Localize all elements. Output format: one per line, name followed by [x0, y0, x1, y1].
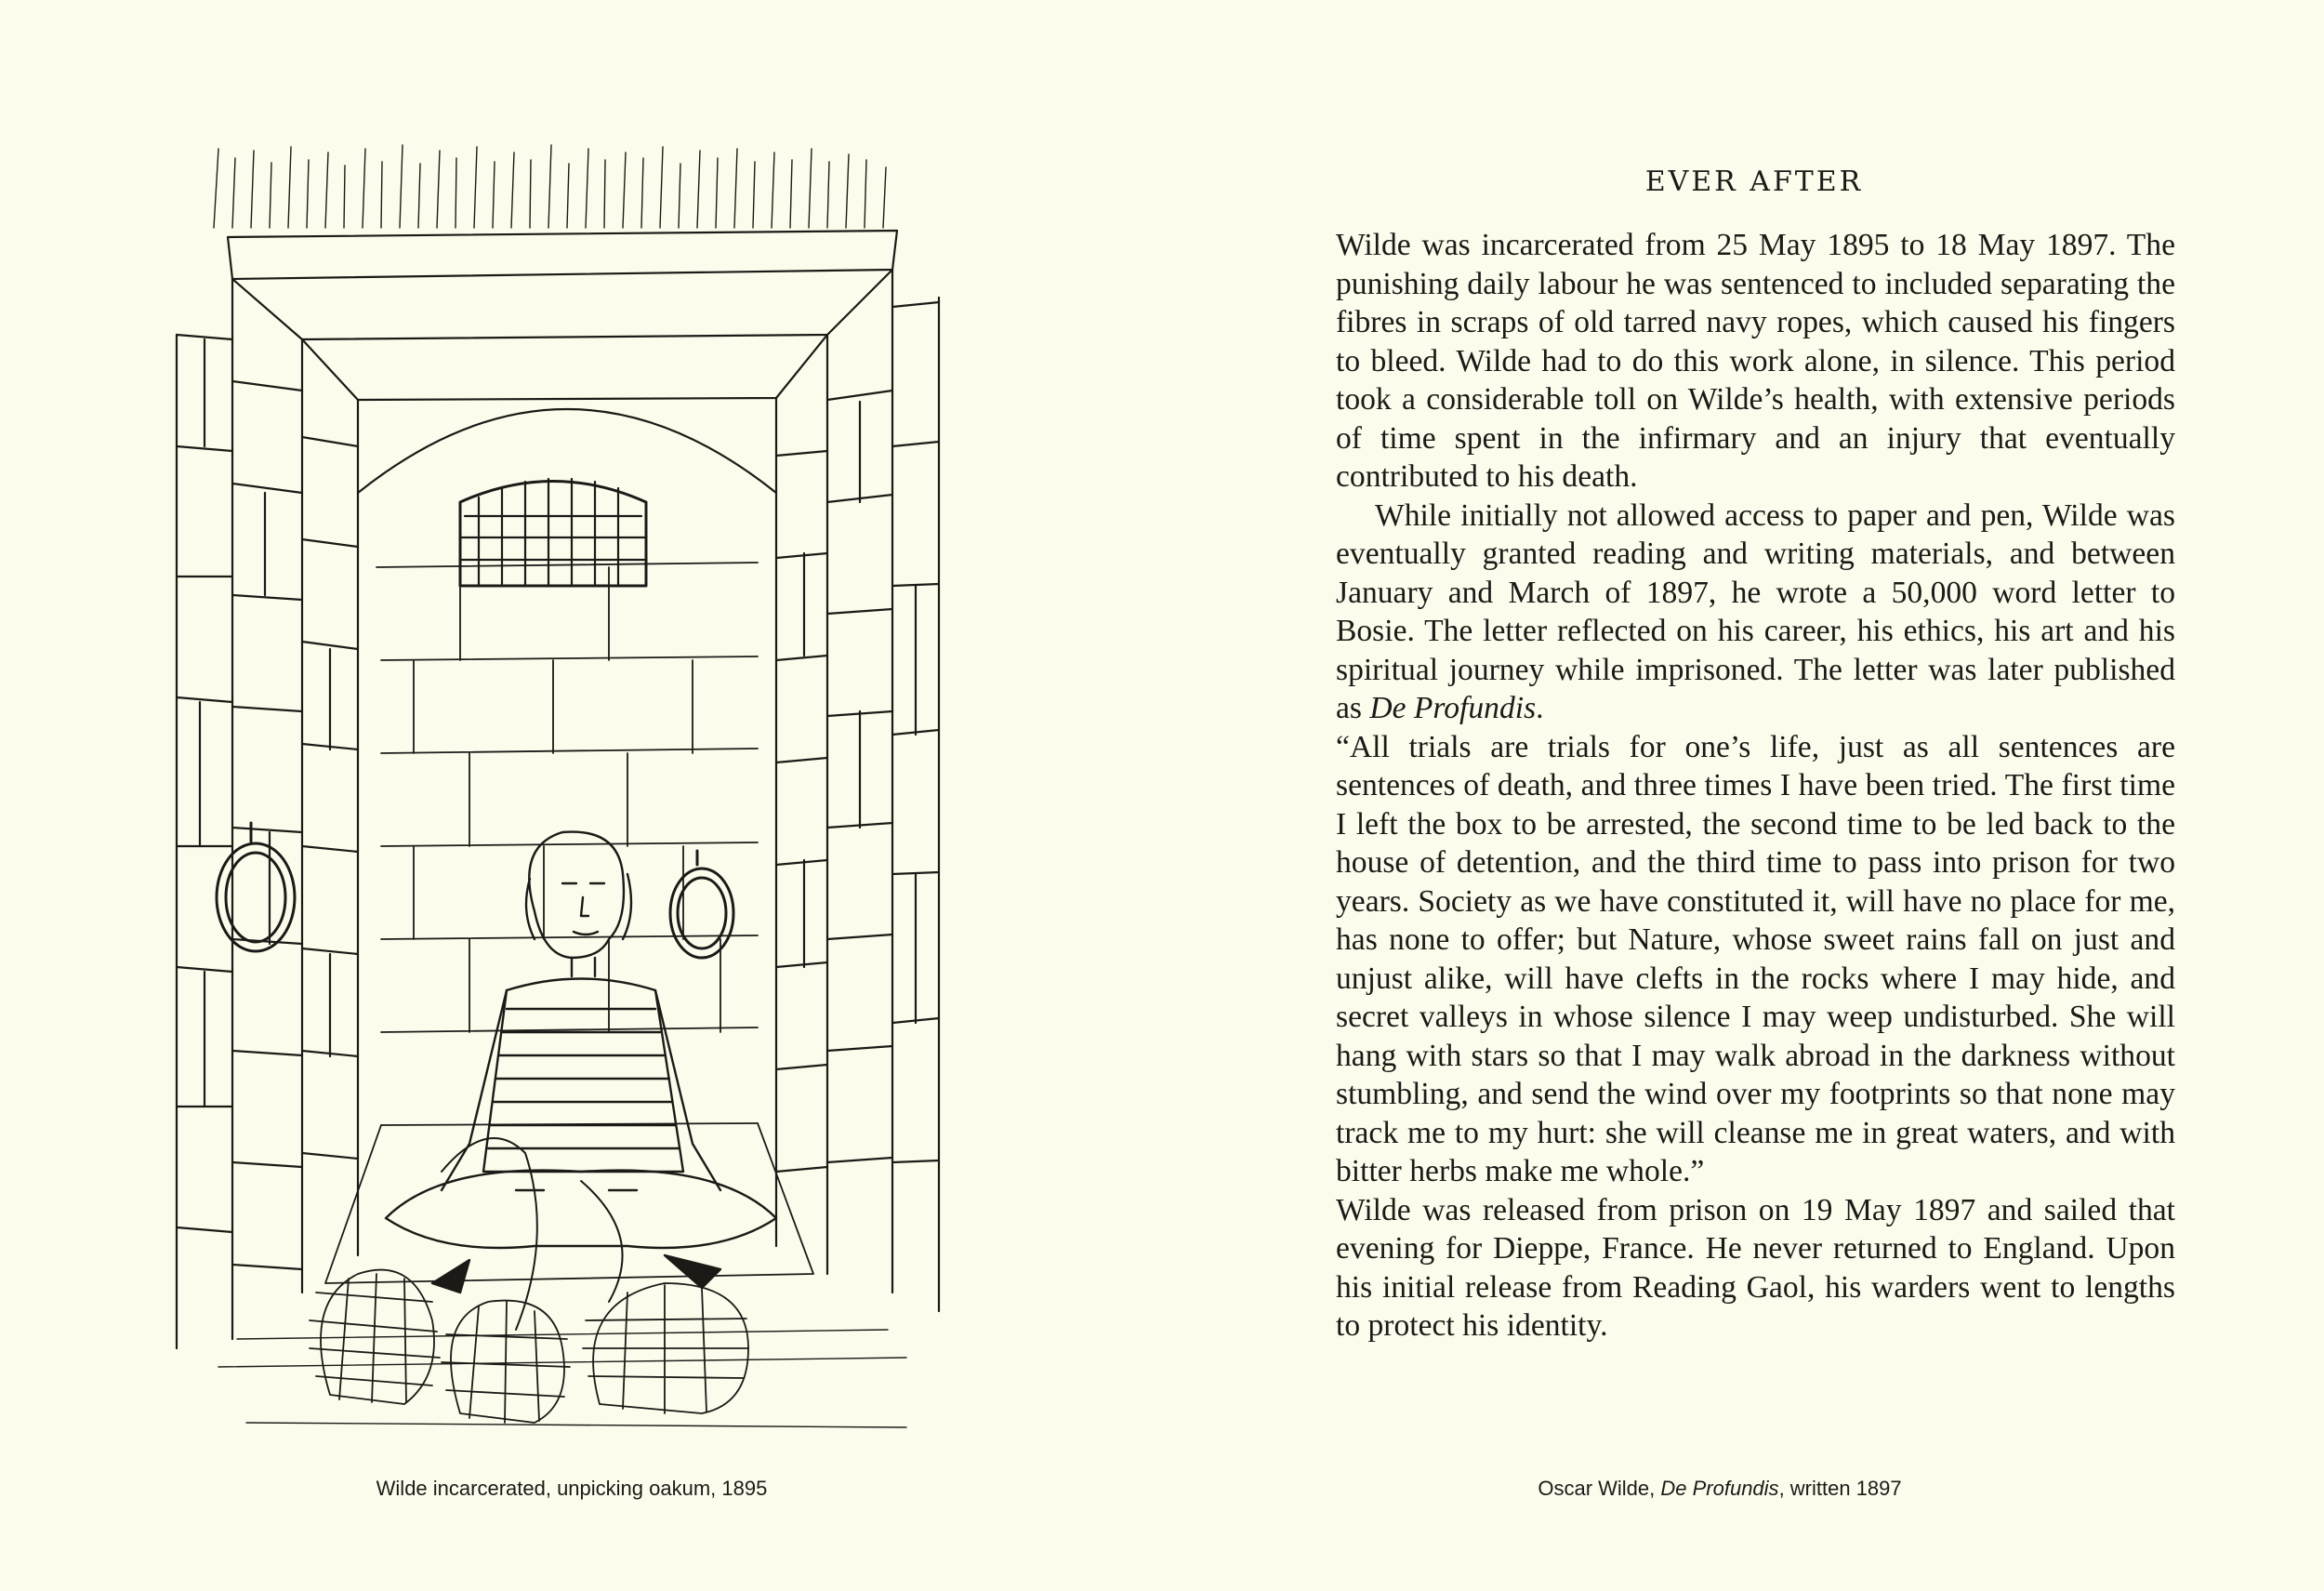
rope [442, 1138, 623, 1330]
paragraph-2-text: While initially not allowed access to paper and pen, Wilde was eventually granted reading and writing materials, and between January and March of 1897, he wrote a 50,000 word letter to Bosie. The letter reflected on his career, his ethics, his art and his spiritual journey while imprisoned. The letter was later published as [1336, 497, 2175, 725]
quote-source-caption [1246, 1477, 2194, 1501]
paragraph-3: Wilde was released from prison on 19 May 1897 and sailed that evening for Dieppe, France. He never returned to England. Upon his initial release from Reading Gaol, his warders went to lengths to protect his identity. [1336, 1192, 2175, 1343]
body-text [1336, 226, 2175, 1346]
paragraph-1: Wilde was incarcerated from 25 May 1895 to 18 May 1897. The punishing daily labour he was sentenced to included separating the fibres in scraps of old tarred navy ropes, which caused his fingers to bleed. Wilde had to do this work alone, in silence. This period took a considerable toll on Wilde’s health, with extensive periods of time spent in the infirmary and an injury that eventually contributed to his death. [1336, 228, 2175, 494]
caption-author: Oscar Wilde, [1538, 1477, 1661, 1500]
lintel [228, 231, 897, 279]
back-wall [325, 563, 813, 1283]
caption-work: De Profundis [1660, 1477, 1779, 1500]
paragraph-2-end: . [1536, 691, 1544, 725]
ceiling-hatching [214, 145, 886, 228]
seated-figure [386, 832, 776, 1293]
illustration-caption: Wilde incarcerated, unpicking oakum, 1895 [376, 1477, 768, 1500]
caption-date: , written 1897 [1778, 1477, 1902, 1500]
barred-window [460, 479, 646, 586]
block-quote: “All trials are trials for one’s life, just as all sentences are sentences of death, and three times I have been tried. The first time I left the box to be arrested, the second time to be led back to the house of detention, and the third time to pass into prison for two years. Society as we have constituted it, will have no place for me, has none to offer; but Nature, whose sweet rains fall on just and unjust alike, will have clefts in the rocks where I may hide, and secret valleys in whose silence I may weep undisturbed. She will hang with stars so that I may walk abroad in the darkness without stumbling, and send the wind over my footprints so that none may track me to my hurt: she will cleanse me in great waters, and with bitter herbs make me whole.” [1336, 729, 2175, 1188]
paragraph-2 [1336, 497, 2175, 728]
work-title: De Profundis [1369, 691, 1537, 725]
right-wall [776, 270, 939, 1311]
prison-cell-illustration [163, 139, 944, 1441]
left-wall [177, 279, 358, 1348]
chapter-title: EVER AFTER [1644, 166, 1864, 199]
